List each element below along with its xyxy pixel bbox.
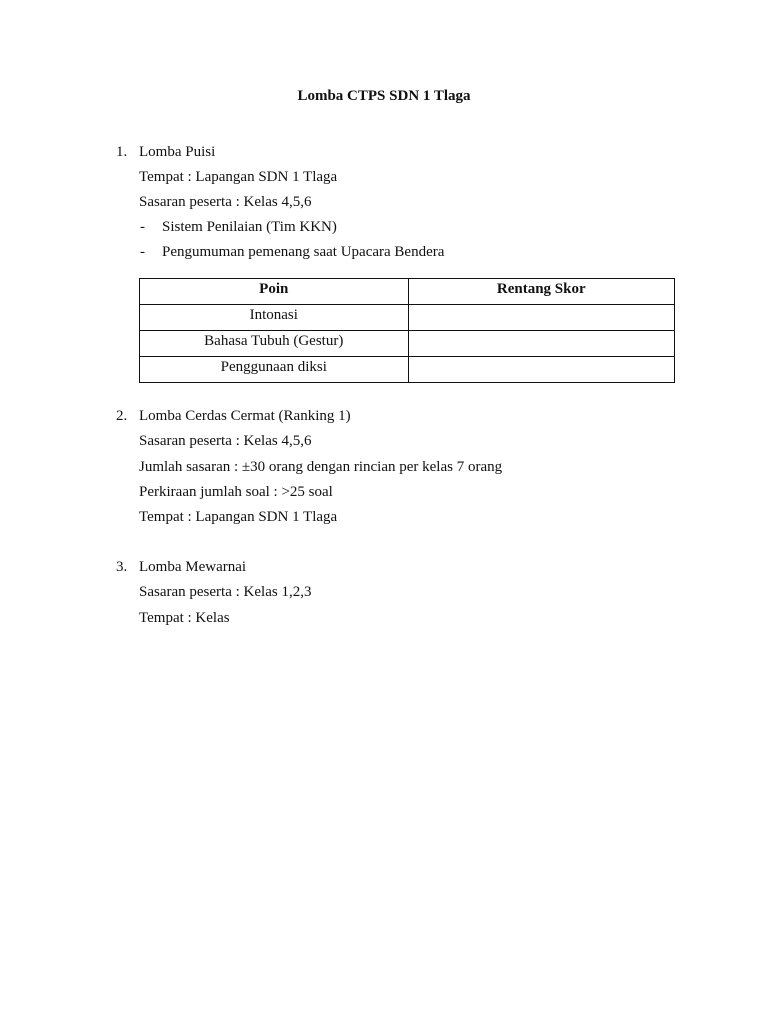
section-heading: Lomba Cerdas Cermat (Ranking 1)	[139, 408, 351, 424]
column-header-rentang-skor: Rentang Skor	[408, 279, 674, 305]
section-number: 3.	[116, 559, 128, 575]
bullet-item: Pengumuman pemenang saat Upacara Bendera	[162, 244, 445, 260]
detail-line: Tempat : Kelas	[139, 610, 230, 626]
detail-line: Jumlah sasaran : ±30 orang dengan rincian per kelas 7 orang	[139, 459, 503, 475]
section-number: 2.	[116, 408, 128, 424]
table-cell-poin: Intonasi	[140, 305, 409, 331]
scoring-table	[139, 278, 675, 383]
detail-line: Sasaran peserta : Kelas 4,5,6	[139, 194, 312, 210]
table-cell-poin: Penggunaan diksi	[140, 357, 409, 383]
table-cell-skor	[408, 331, 674, 357]
table-cell-skor	[408, 357, 674, 383]
table-cell-poin: Bahasa Tubuh (Gestur)	[140, 331, 409, 357]
section-heading: Lomba Mewarnai	[139, 559, 247, 575]
section-number: 1.	[116, 144, 128, 160]
table-row	[140, 305, 675, 331]
table-row	[140, 331, 675, 357]
detail-line: Tempat : Lapangan SDN 1 Tlaga	[139, 169, 338, 185]
detail-line: Tempat : Lapangan SDN 1 Tlaga	[139, 509, 338, 525]
document-title: Lomba CTPS SDN 1 Tlaga	[297, 88, 471, 104]
table-row	[140, 357, 675, 383]
bullet-marker: -	[140, 244, 145, 260]
table-cell-skor	[408, 305, 674, 331]
table-header-row	[140, 279, 675, 305]
section-heading: Lomba Puisi	[139, 144, 216, 160]
bullet-item: Sistem Penilaian (Tim KKN)	[162, 219, 337, 235]
detail-line: Perkiraan jumlah soal : >25 soal	[139, 484, 333, 500]
bullet-marker: -	[140, 219, 145, 235]
detail-line: Sasaran peserta : Kelas 4,5,6	[139, 433, 312, 449]
detail-line: Sasaran peserta : Kelas 1,2,3	[139, 584, 312, 600]
column-header-poin: Poin	[140, 279, 409, 305]
